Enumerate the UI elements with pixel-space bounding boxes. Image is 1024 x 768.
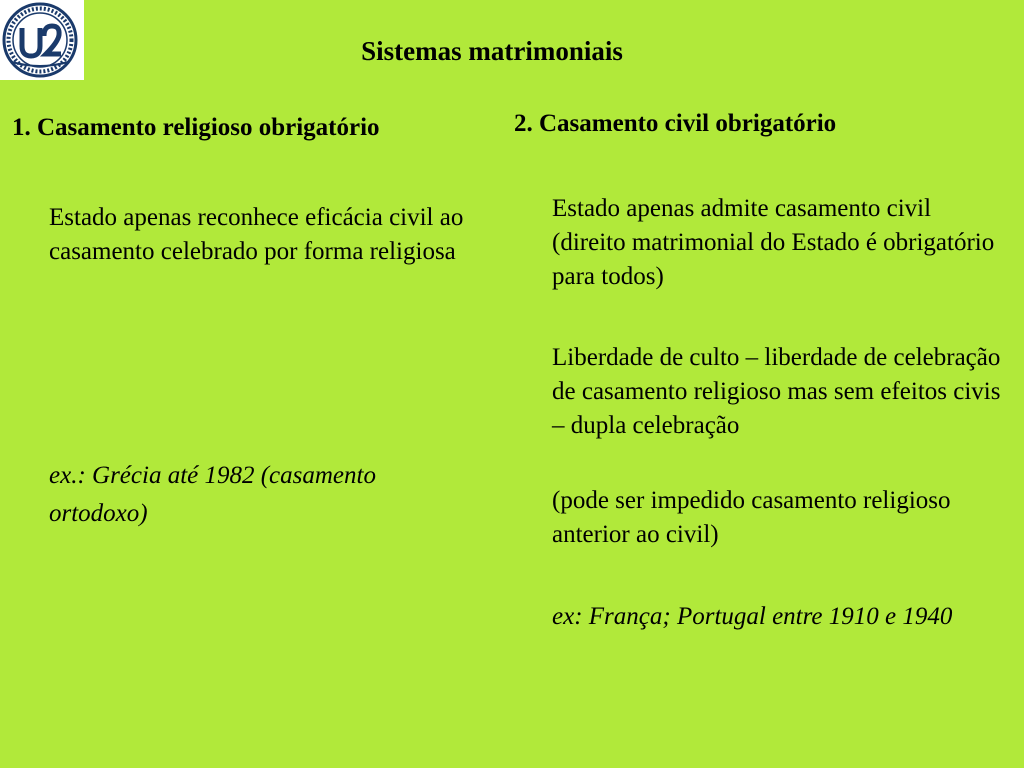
right-paragraph-3: (pode ser impedido casamento religioso anterior ao civil) xyxy=(552,487,951,548)
left-paragraph: Estado apenas reconhece eficácia civil ao casamento celebrado por forma religiosa xyxy=(49,204,464,265)
right-paragraph-2: Liberdade de culto – liberdade de celebração de casamento religioso mas sem efeitos civis – dupla celebração xyxy=(552,344,1001,439)
slide-title xyxy=(0,33,984,69)
right-paragraph-1: Estado apenas admite casamento civil (direito matrimonial do Estado é obrigatório para todos) xyxy=(552,195,995,290)
left-column-heading: 1. Casamento religioso obrigatório xyxy=(12,114,380,141)
slide-title-text: Sistemas matrimoniais xyxy=(361,36,623,66)
right-example: ex: França; Portugal entre 1910 e 1940 xyxy=(552,603,953,630)
left-example: ex.: Grécia até 1982 (casamento ortodoxo) xyxy=(49,462,376,527)
right-column-heading: 2. Casamento civil obrigatório xyxy=(514,110,837,137)
